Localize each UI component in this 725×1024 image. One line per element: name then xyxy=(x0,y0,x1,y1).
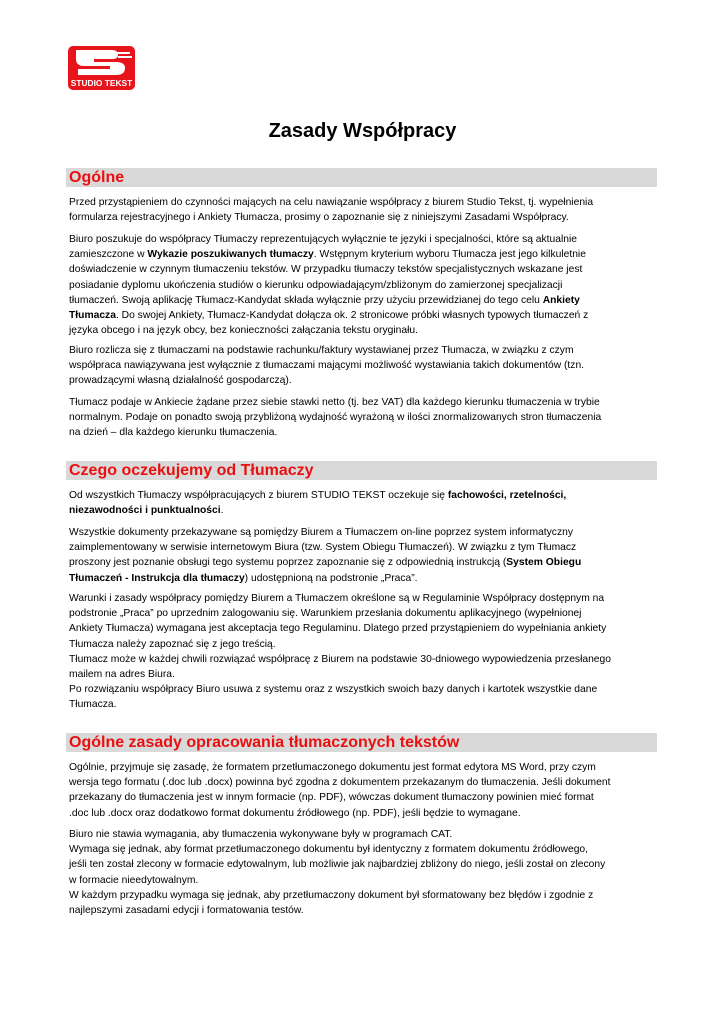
paragraph xyxy=(69,827,657,918)
text-run: prowadzącymi własną działalność gospodarczą). xyxy=(69,375,292,387)
text-run: Tłumacza należy zapoznać się z jego treścią. xyxy=(69,638,276,650)
text-run: w formacie nieedytowalnym. xyxy=(69,874,199,886)
bold-text: fachowości, rzetelności, xyxy=(447,490,567,501)
text-run: Przed przystąpieniem do czynności mających na celu nawiązanie współpracy z biurem Studio Tekst, tj. wypełnienia xyxy=(69,197,594,208)
paragraph xyxy=(69,343,657,389)
text-run: zamieszczone w xyxy=(69,249,148,261)
text-run: wersja tego formatu (.doc lub .docx) powinna być zgodna z dokumentem przekazanym do tłumaczenia. Jeśli dokument xyxy=(69,777,611,789)
text-run: Tłumacz może w każdej chwili rozwiązać współpracę z Biurem na podstawie 30-dniowego wypowiedzenia przesłanego xyxy=(69,653,611,665)
logo-text: STUDIO TEKST xyxy=(70,78,133,88)
text-run: normalnym. Podaje on ponadto swoją przybliżoną wydajność wyrażoną w ilości znormalizowanych stron tłumaczenia xyxy=(69,412,602,424)
text-run: Ankiety Tłumacza) wymagana jest akceptacja tego Regulaminu. Dlatego przed przystąpieniem do wypełniania ankiety xyxy=(69,623,607,635)
text-run: Tłumacza. xyxy=(69,699,117,711)
text-run: Wymaga się jednak, aby format przetłumaczonego dokumentu był identyczny z formatem dokumentu źródłowego, xyxy=(69,844,589,856)
text-run: Wszystkie dokumenty przekazywane są pomiędzy Biurem a Tłumaczem on-line poprzez system informatyczny xyxy=(69,527,573,538)
bold-text: Tłumaczeń - Instrukcja dla tłumaczy xyxy=(69,572,245,584)
text-run: przekazany do tłumaczenia jest w innym formacie (np. PDF), wówczas dokument tłumaczony powinien mieć format xyxy=(69,792,594,804)
studio-tekst-logo xyxy=(68,46,135,90)
text-run: Biuro nie stawia wymagania, aby tłumaczenia wykonywane były w programach CAT. xyxy=(69,829,453,840)
text-run: doświadczenie w czynnym tłumaczeniu tekstów. W przypadku tłumaczy tekstów specjalistycznych wskazane jest xyxy=(69,264,583,276)
text-run: najlepszymi zasadami edycji i formatowania testów. xyxy=(69,905,304,917)
bold-text: Ankiety xyxy=(542,294,580,306)
text-run: jeśli ten został zlecony w formacie edytowalnym, lub możliwie jak najbardziej zbliżony do niego, jeśli został on zlecony xyxy=(69,859,606,871)
text-run: podstronie „Praca” po uprzednim zalogowaniu się. Warunkiem przesłania dokumentu aplikacyjnego (wypełnionej xyxy=(69,608,582,620)
paragraph xyxy=(69,760,657,821)
page-title: Zasady Współpracy xyxy=(268,120,457,142)
bold-text: niezawodności i punktualności xyxy=(69,505,221,517)
paragraph xyxy=(69,395,657,441)
paragraph xyxy=(69,525,657,586)
section-heading-ogolne: Ogólne xyxy=(66,168,657,187)
section-heading-czego-oczekujemy: Czego oczekujemy od Tłumaczy xyxy=(66,461,657,480)
text-run: języka obcego i na język obcy, bez konieczności załączania tekstu oryginału. xyxy=(69,325,418,337)
text-run: zaimplementowany w serwisie internetowym Biura (tzw. System Obiegu Tłumaczeń). W związku z tym Tłumacz xyxy=(69,542,577,554)
text-run: . xyxy=(220,505,224,517)
text-run: mailem na adres Biura. xyxy=(69,669,175,681)
text-run: Warunki i zasady współpracy pomiędzy Biurem a Tłumaczem określone są w Regulaminie Współpracy dostępnym na xyxy=(69,593,605,604)
text-run: Biuro poszukuje do współpracy Tłumaczy reprezentujących wyłącznie te języki i specjalności, które są aktualnie xyxy=(69,234,578,245)
paragraph xyxy=(69,232,657,338)
text-run: współpraca nawiązywana jest wyłącznie z tłumaczami mającymi możliwość wystawiania takich dokumentów (tzn. xyxy=(69,360,585,372)
bold-text: Wykazie poszukiwanych tłumaczy xyxy=(147,249,314,261)
text-run: Od wszystkich Tłumaczy współpracujących z biurem STUDIO TEKST oczekuje się xyxy=(69,490,448,501)
paragraph xyxy=(69,591,657,713)
paragraph xyxy=(69,195,657,225)
text-run: tłumaczeń. Swoją aplikację Tłumacz-Kandydat składa wyłącznie przy użyciu przewidzianej do tego celu xyxy=(69,294,543,306)
text-run: .doc lub .docx oraz dodatkowo format dokumentu źródłowego (np. PDF), jeśli będzie to wymagane. xyxy=(69,807,521,819)
text-run: Biuro rozlicza się z tłumaczami na podstawie rachunku/faktury wystawianej przez Tłumacza, w związku z czym xyxy=(69,345,574,356)
text-run: W każdym przypadku wymaga się jednak, aby przetłumaczony dokument był sformatowany bez błędów i zgodnie z xyxy=(69,889,594,901)
section-heading-zasady-opracowania: Ogólne zasady opracowania tłumaczonych tekstów xyxy=(66,733,657,752)
text-run: Tłumacz podaje w Ankiecie żądane przez siebie stawki netto (tj. bez VAT) dla każdego kierunku tłumaczenia w trybie xyxy=(69,397,600,408)
text-run: Ogólnie, przyjmuje się zasadę, że formatem przetłumaczonego dokumentu jest format edytora MS Word, przy czym xyxy=(69,762,596,773)
text-run: Po rozwiązaniu współpracy Biuro usuwa z systemu oraz z wszystkich swoich bazy danych i kartotek wszystkie dane xyxy=(69,684,598,696)
bold-text: Tłumacza xyxy=(69,310,116,322)
logo-graphic xyxy=(68,46,135,90)
text-run: . Wstępnym kryterium wyboru Tłumacza jest jego kilkuletnie xyxy=(313,249,586,261)
text-run: posiadanie dyplomu ukończenia studiów o kierunku odpowiadającym/zbliżonym do zamierzonej specjalizacji xyxy=(69,279,563,291)
text-run: na dzień – dla każdego kierunku tłumaczenia. xyxy=(69,427,278,439)
text-run: . Do swojej Ankiety, Tłumacz-Kandydat dołącza ok. 2 stronicowe próbki własnych typowych tłumaczeń z xyxy=(115,310,589,322)
text-run: ) udostępnioną na podstronie „Praca”. xyxy=(244,572,418,584)
text-run: formularza rejestracyjnego i Ankiety Tłumacza, prosimy o zapoznanie się z niniejszymi Zasadami Współpracy. xyxy=(69,212,569,224)
paragraph xyxy=(69,488,657,518)
bold-text: System Obiegu xyxy=(506,557,582,569)
text-run: proszony jest poznanie obsługi tego systemu poprzez zapoznanie się z odpowiednią instrukcją ( xyxy=(69,557,507,569)
